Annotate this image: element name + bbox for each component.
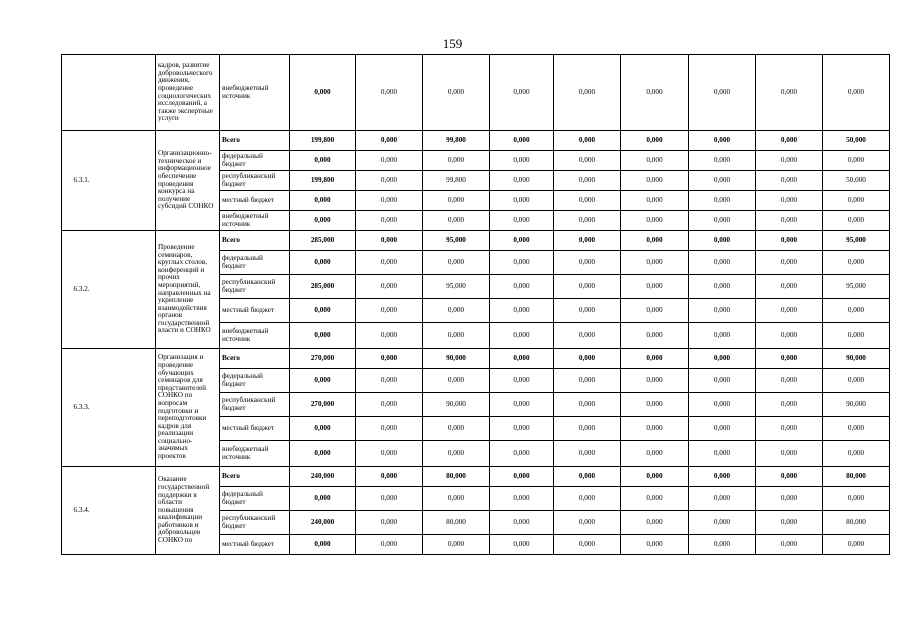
year-value: 0,000	[689, 251, 756, 275]
year-value: 0,000	[490, 191, 554, 211]
total-value: 0,000	[290, 251, 356, 275]
year-value: 0,000	[554, 151, 621, 171]
year-value: 0,000	[490, 487, 554, 511]
year-value: 0,000	[490, 299, 554, 323]
funding-source: федеральный бюджет	[220, 251, 290, 275]
year-value: 0,000	[554, 55, 621, 131]
year-value: 0,000	[423, 151, 490, 171]
year-value: 0,000	[689, 231, 756, 251]
year-value: 0,000	[554, 275, 621, 299]
year-value: 0,000	[756, 211, 823, 231]
funding-source: республиканский бюджет	[220, 511, 290, 535]
year-value: 0,000	[490, 417, 554, 441]
spacer-cell	[62, 231, 72, 349]
year-value: 0,000	[756, 393, 823, 417]
year-value: 0,000	[356, 231, 423, 251]
year-value: 80,000	[823, 467, 890, 487]
year-value: 90,000	[423, 349, 490, 369]
spacer-cell	[62, 131, 72, 231]
year-value: 0,000	[554, 417, 621, 441]
year-value: 0,000	[823, 441, 890, 467]
year-value: 0,000	[756, 441, 823, 467]
year-value: 0,000	[756, 535, 823, 555]
year-value: 0,000	[423, 535, 490, 555]
year-value: 0,000	[689, 131, 756, 151]
year-value: 0,000	[423, 441, 490, 467]
year-value: 0,000	[756, 511, 823, 535]
year-value: 0,000	[823, 55, 890, 131]
year-value: 0,000	[356, 151, 423, 171]
year-value: 0,000	[356, 299, 423, 323]
total-value: 240,000	[290, 511, 356, 535]
funding-source: Всего	[220, 231, 290, 251]
year-value: 0,000	[756, 323, 823, 349]
year-value: 0,000	[356, 275, 423, 299]
funding-source: федеральный бюджет	[220, 369, 290, 393]
year-value: 0,000	[356, 251, 423, 275]
year-value: 95,000	[823, 231, 890, 251]
funding-source: внебюджетный источник	[220, 323, 290, 349]
year-value: 0,000	[689, 299, 756, 323]
year-value: 0,000	[621, 393, 689, 417]
year-value: 0,000	[490, 251, 554, 275]
year-value: 0,000	[621, 151, 689, 171]
year-value: 0,000	[356, 369, 423, 393]
year-value: 0,000	[356, 323, 423, 349]
year-value: 0,000	[621, 467, 689, 487]
year-value: 0,000	[689, 151, 756, 171]
year-value: 0,000	[823, 299, 890, 323]
year-value: 0,000	[621, 369, 689, 393]
funding-source: внебюджетный источник	[220, 211, 290, 231]
year-value: 0,000	[423, 369, 490, 393]
total-value: 0,000	[290, 535, 356, 555]
year-value: 0,000	[621, 275, 689, 299]
total-value: 240,000	[290, 467, 356, 487]
total-value: 0,000	[290, 417, 356, 441]
table-row	[62, 55, 890, 131]
year-value: 0,000	[823, 417, 890, 441]
year-value: 0,000	[621, 299, 689, 323]
year-value: 0,000	[823, 151, 890, 171]
year-value: 0,000	[621, 441, 689, 467]
year-value: 80,000	[423, 511, 490, 535]
year-value: 0,000	[554, 467, 621, 487]
total-value: 0,000	[290, 55, 356, 131]
year-value: 0,000	[554, 191, 621, 211]
year-value: 0,000	[756, 191, 823, 211]
spacer-cell	[62, 349, 72, 467]
year-value: 0,000	[823, 487, 890, 511]
total-value: 0,000	[290, 487, 356, 511]
funding-source: Всего	[220, 349, 290, 369]
year-value: 0,000	[823, 251, 890, 275]
total-value: 0,000	[290, 211, 356, 231]
item-code	[72, 55, 156, 131]
item-code: 6.3.1.	[72, 131, 156, 231]
year-value: 0,000	[621, 349, 689, 369]
year-value: 0,000	[490, 369, 554, 393]
item-code: 6.3.2.	[72, 231, 156, 349]
year-value: 0,000	[621, 191, 689, 211]
year-value: 50,000	[823, 131, 890, 151]
year-value: 0,000	[554, 211, 621, 231]
year-value: 0,000	[423, 251, 490, 275]
year-value: 0,000	[423, 299, 490, 323]
year-value: 0,000	[689, 393, 756, 417]
year-value: 0,000	[554, 441, 621, 467]
year-value: 0,000	[356, 171, 423, 191]
year-value: 90,000	[823, 393, 890, 417]
funding-source: местный бюджет	[220, 299, 290, 323]
year-value: 0,000	[621, 211, 689, 231]
funding-source: республиканский бюджет	[220, 393, 290, 417]
year-value: 0,000	[356, 211, 423, 231]
funding-source: республиканский бюджет	[220, 171, 290, 191]
year-value: 0,000	[621, 55, 689, 131]
year-value: 0,000	[490, 211, 554, 231]
year-value: 0,000	[621, 511, 689, 535]
year-value: 99,800	[423, 131, 490, 151]
year-value: 0,000	[621, 131, 689, 151]
year-value: 0,000	[356, 417, 423, 441]
year-value: 0,000	[689, 349, 756, 369]
funding-source: Всего	[220, 467, 290, 487]
total-value: 270,000	[290, 393, 356, 417]
year-value: 90,000	[423, 393, 490, 417]
year-value: 0,000	[621, 417, 689, 441]
funding-source: местный бюджет	[220, 417, 290, 441]
item-code: 6.3.4.	[72, 467, 156, 555]
year-value: 0,000	[689, 211, 756, 231]
year-value: 0,000	[823, 535, 890, 555]
year-value: 0,000	[689, 55, 756, 131]
spacer-cell	[62, 55, 72, 131]
year-value: 0,000	[689, 275, 756, 299]
funding-source: федеральный бюджет	[220, 487, 290, 511]
page-number: 159	[442, 36, 463, 51]
year-value: 0,000	[490, 535, 554, 555]
year-value: 0,000	[756, 417, 823, 441]
year-value: 0,000	[621, 487, 689, 511]
year-value: 0,000	[423, 323, 490, 349]
year-value: 0,000	[621, 535, 689, 555]
year-value: 0,000	[554, 299, 621, 323]
year-value: 0,000	[356, 535, 423, 555]
item-name: Оказание государственной поддержки в области повышения квалификации работников и добровольцев СОНКО по	[156, 467, 220, 555]
year-value: 0,000	[756, 299, 823, 323]
funding-source: внебюджетный источник	[220, 441, 290, 467]
table-row	[62, 131, 890, 151]
year-value: 0,000	[689, 369, 756, 393]
item-name: кадров, развитие добровольческого движения, проведение социологических исследований, а также экспертные услуги	[156, 55, 220, 131]
year-value: 0,000	[423, 55, 490, 131]
funding-source: местный бюджет	[220, 191, 290, 211]
year-value: 0,000	[689, 535, 756, 555]
total-value: 0,000	[290, 323, 356, 349]
item-code: 6.3.3.	[72, 349, 156, 467]
year-value: 0,000	[554, 349, 621, 369]
year-value: 0,000	[756, 151, 823, 171]
year-value: 0,000	[554, 231, 621, 251]
year-value: 0,000	[423, 487, 490, 511]
year-value: 0,000	[554, 323, 621, 349]
year-value: 0,000	[490, 231, 554, 251]
year-value: 0,000	[689, 467, 756, 487]
year-value: 0,000	[356, 349, 423, 369]
year-value: 0,000	[423, 211, 490, 231]
total-value: 285,000	[290, 275, 356, 299]
funding-source: республиканский бюджет	[220, 275, 290, 299]
year-value: 99,800	[423, 171, 490, 191]
year-value: 0,000	[490, 275, 554, 299]
total-value: 199,800	[290, 131, 356, 151]
year-value: 0,000	[356, 511, 423, 535]
year-value: 0,000	[689, 487, 756, 511]
funding-source: Всего	[220, 131, 290, 151]
year-value: 0,000	[356, 487, 423, 511]
total-value: 0,000	[290, 369, 356, 393]
year-value: 0,000	[823, 191, 890, 211]
year-value: 0,000	[756, 231, 823, 251]
year-value: 95,000	[423, 231, 490, 251]
year-value: 95,000	[423, 275, 490, 299]
year-value: 0,000	[756, 131, 823, 151]
year-value: 0,000	[756, 171, 823, 191]
year-value: 0,000	[356, 441, 423, 467]
year-value: 80,000	[423, 467, 490, 487]
year-value: 0,000	[554, 251, 621, 275]
year-value: 0,000	[356, 393, 423, 417]
year-value: 0,000	[621, 171, 689, 191]
total-value: 0,000	[290, 151, 356, 171]
funding-source: внебюджетный источник	[220, 55, 290, 131]
year-value: 0,000	[621, 323, 689, 349]
year-value: 0,000	[621, 251, 689, 275]
budget-table	[61, 54, 890, 555]
year-value: 0,000	[490, 349, 554, 369]
total-value: 0,000	[290, 299, 356, 323]
year-value: 0,000	[423, 191, 490, 211]
year-value: 0,000	[490, 55, 554, 131]
funding-source: федеральный бюджет	[220, 151, 290, 171]
year-value: 50,000	[823, 171, 890, 191]
table-row	[62, 467, 890, 487]
year-value: 0,000	[689, 511, 756, 535]
year-value: 0,000	[554, 131, 621, 151]
year-value: 0,000	[823, 323, 890, 349]
year-value: 0,000	[554, 171, 621, 191]
year-value: 0,000	[554, 511, 621, 535]
year-value: 0,000	[356, 55, 423, 131]
year-value: 0,000	[490, 467, 554, 487]
table-row	[62, 231, 890, 251]
year-value: 0,000	[689, 323, 756, 349]
spacer-cell	[62, 467, 72, 555]
total-value: 199,800	[290, 171, 356, 191]
year-value: 0,000	[756, 487, 823, 511]
year-value: 0,000	[490, 511, 554, 535]
year-value: 0,000	[823, 369, 890, 393]
year-value: 0,000	[756, 369, 823, 393]
year-value: 0,000	[490, 171, 554, 191]
year-value: 0,000	[621, 231, 689, 251]
year-value: 0,000	[554, 487, 621, 511]
year-value: 0,000	[490, 441, 554, 467]
year-value: 0,000	[554, 393, 621, 417]
year-value: 0,000	[756, 349, 823, 369]
year-value: 80,000	[823, 511, 890, 535]
total-value: 0,000	[290, 191, 356, 211]
total-value: 270,000	[290, 349, 356, 369]
year-value: 0,000	[356, 131, 423, 151]
table-row	[62, 349, 890, 369]
item-name: Организация и проведение обучающих семинаров для представителей СОНКО по вопросам подготовки и переподготовки кадров для реализации социально-значимых проектов	[156, 349, 220, 467]
year-value: 0,000	[689, 417, 756, 441]
year-value: 0,000	[689, 191, 756, 211]
total-value: 285,000	[290, 231, 356, 251]
year-value: 0,000	[689, 171, 756, 191]
year-value: 0,000	[756, 55, 823, 131]
year-value: 0,000	[823, 211, 890, 231]
year-value: 0,000	[356, 467, 423, 487]
year-value: 0,000	[756, 275, 823, 299]
year-value: 0,000	[423, 417, 490, 441]
year-value: 0,000	[756, 251, 823, 275]
year-value: 0,000	[554, 535, 621, 555]
year-value: 90,000	[823, 349, 890, 369]
year-value: 0,000	[490, 131, 554, 151]
year-value: 0,000	[490, 393, 554, 417]
year-value: 0,000	[554, 369, 621, 393]
year-value: 0,000	[490, 151, 554, 171]
total-value: 0,000	[290, 441, 356, 467]
item-name: Организационно-техническое и информационное обеспечение проведения конкурса на получение субсидий СОНКО	[156, 131, 220, 231]
year-value: 0,000	[689, 441, 756, 467]
year-value: 0,000	[756, 467, 823, 487]
item-name: Проведение семинаров, круглых столов, конференций и прочих мероприятий, направленных на укрепление взаимодействия органов государственной власти и СОНКО	[156, 231, 220, 349]
funding-source: местный бюджет	[220, 535, 290, 555]
year-value: 95,000	[823, 275, 890, 299]
year-value: 0,000	[490, 323, 554, 349]
year-value: 0,000	[356, 191, 423, 211]
